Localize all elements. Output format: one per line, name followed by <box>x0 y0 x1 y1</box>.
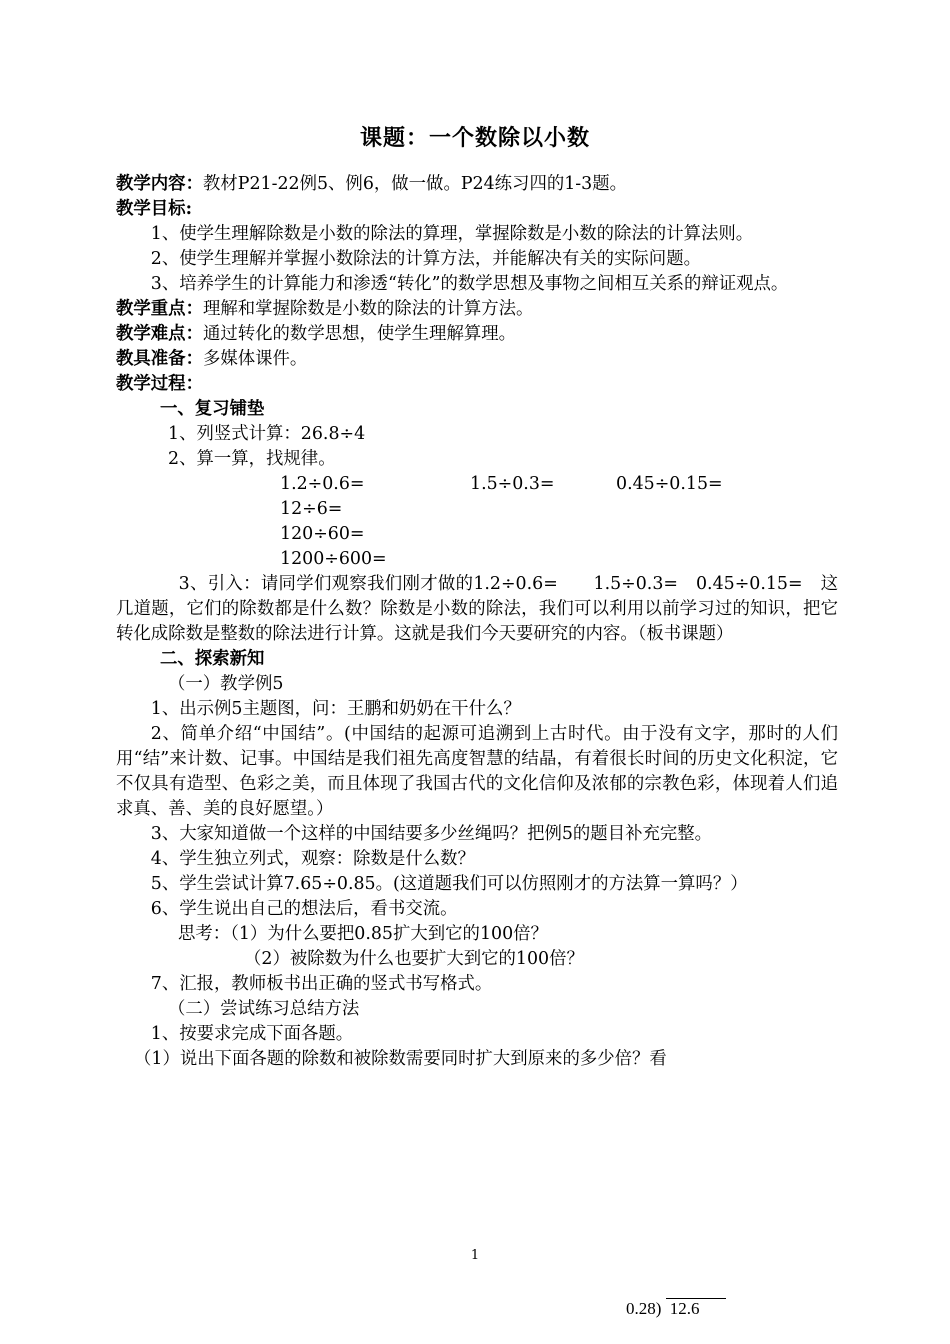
example-step-2: 2、简单介绍“中国结”。(中国结的起源可追溯到上古时代。由于没有文字，那时的人们用“结”来计数、记事。中国结是我们祖先高度智慧的结晶，有着很长时间的历史文化积淀，它不仅具有造型、色彩之美，而且体现了我国古代的文化信仰及浓郁的宗教色彩，体现着人们追求真、善、美的良好愿望。） <box>116 724 838 819</box>
difficulty-text: 通过转化的数学思想，使学生理解算理。 <box>202 324 517 344</box>
document-body <box>116 172 838 1072</box>
content-line <box>116 172 838 197</box>
key-line <box>116 297 838 322</box>
example-step-3: 3、大家知道做一个这样的中国结要多少丝绳吗？把例5的题目补充完整。 <box>150 824 713 844</box>
calc-expression: 1.2÷0.6= <box>280 474 365 494</box>
think-question-1: 思考：（1）为什么要把0.85扩大到它的100倍？ <box>178 924 548 944</box>
difficulty-line <box>116 322 838 347</box>
division-bracket-icon: ) <box>655 1299 662 1318</box>
calc-row-3: 120÷60= <box>280 524 365 544</box>
goal-label: 教学目标: <box>116 199 192 219</box>
page-title: 课题：一个数除以小数 <box>359 125 590 151</box>
calc-expression: 1.5÷0.3= <box>470 474 555 494</box>
section-heading-explore: 二、探索新知 <box>160 649 265 669</box>
example-step-1: 1、出示例5主题图，问：王鹏和奶奶在干什么？ <box>150 699 521 719</box>
key-label: 教学重点： <box>116 299 203 319</box>
tools-line <box>116 347 838 372</box>
content-label: 教学内容： <box>116 174 203 194</box>
division-dividend: 12.6 <box>666 1298 726 1319</box>
subsection-example5: （一）教学例5 <box>168 674 284 694</box>
tools-label: 教具准备： <box>116 349 203 369</box>
process-label: 教学过程： <box>116 374 203 394</box>
content-text: 教材P21-22例5、例6，做一做。P24练习四的1-3题。 <box>202 174 628 194</box>
calc-row-2: 12÷6= <box>280 499 343 519</box>
page-number: 1 <box>470 1248 480 1263</box>
goal-1: 1、使学生理解除数是小数的除法的算理，掌握除数是小数的除法的计算法则。 <box>150 224 754 244</box>
practice-item-1-1: （1）说出下面各题的除数和被除数需要同时扩大到原来的多少倍？看 <box>134 1049 667 1069</box>
key-text: 理解和掌握除数是小数的除法的计算方法。 <box>202 299 534 319</box>
calc-expression: 0.45÷0.15= <box>616 474 723 494</box>
example-step-5: 5、学生尝试计算7.65÷0.85。(这道题我们可以仿照刚才的方法算一算吗？） <box>150 874 748 894</box>
long-division-snippet <box>626 1290 726 1319</box>
division-divisor: 0.28 <box>626 1299 656 1318</box>
review-item-2: 2、算一算，找规律。 <box>168 449 336 469</box>
calc-row-1 <box>116 472 838 497</box>
tools-text: 多媒体课件。 <box>202 349 308 369</box>
practice-item-1: 1、按要求完成下面各题。 <box>150 1024 354 1044</box>
subsection-practice: （二）尝试练习总结方法 <box>168 999 360 1019</box>
example-step-6: 6、学生说出自己的想法后，看书交流。 <box>150 899 458 919</box>
example-step-7: 7、汇报，教师板书出正确的竖式书写格式。 <box>150 974 493 994</box>
goal-3: 3、培养学生的计算能力和渗透“转化”的数学思想及事物之间相互关系的辩证观点。 <box>150 274 789 294</box>
review-item-3: 3、引入：请同学们观察我们刚才做的1.2÷0.6= 1.5÷0.3= 0.45÷0.15= 这几道题，它们的除数都是什么数？除数是小数的除法，我们可以利用以前学习过的知识，把它转化成除数是整数的除法进行计算。这就是我们今天要研究的内容。（板书课题） <box>116 574 838 644</box>
example-step-4: 4、学生独立列式，观察：除数是什么数？ <box>150 849 475 869</box>
difficulty-label: 教学难点： <box>116 324 203 344</box>
goal-2: 2、使学生理解并掌握小数除法的计算方法，并能解决有关的实际问题。 <box>150 249 701 269</box>
section-heading-review: 一、复习铺垫 <box>160 399 265 419</box>
calc-row-4: 1200÷600= <box>280 549 387 569</box>
review-item-1: 1、列竖式计算：26.8÷4 <box>168 424 366 444</box>
think-question-2: （2）被除数为什么也要扩大到它的100倍？ <box>244 949 584 969</box>
